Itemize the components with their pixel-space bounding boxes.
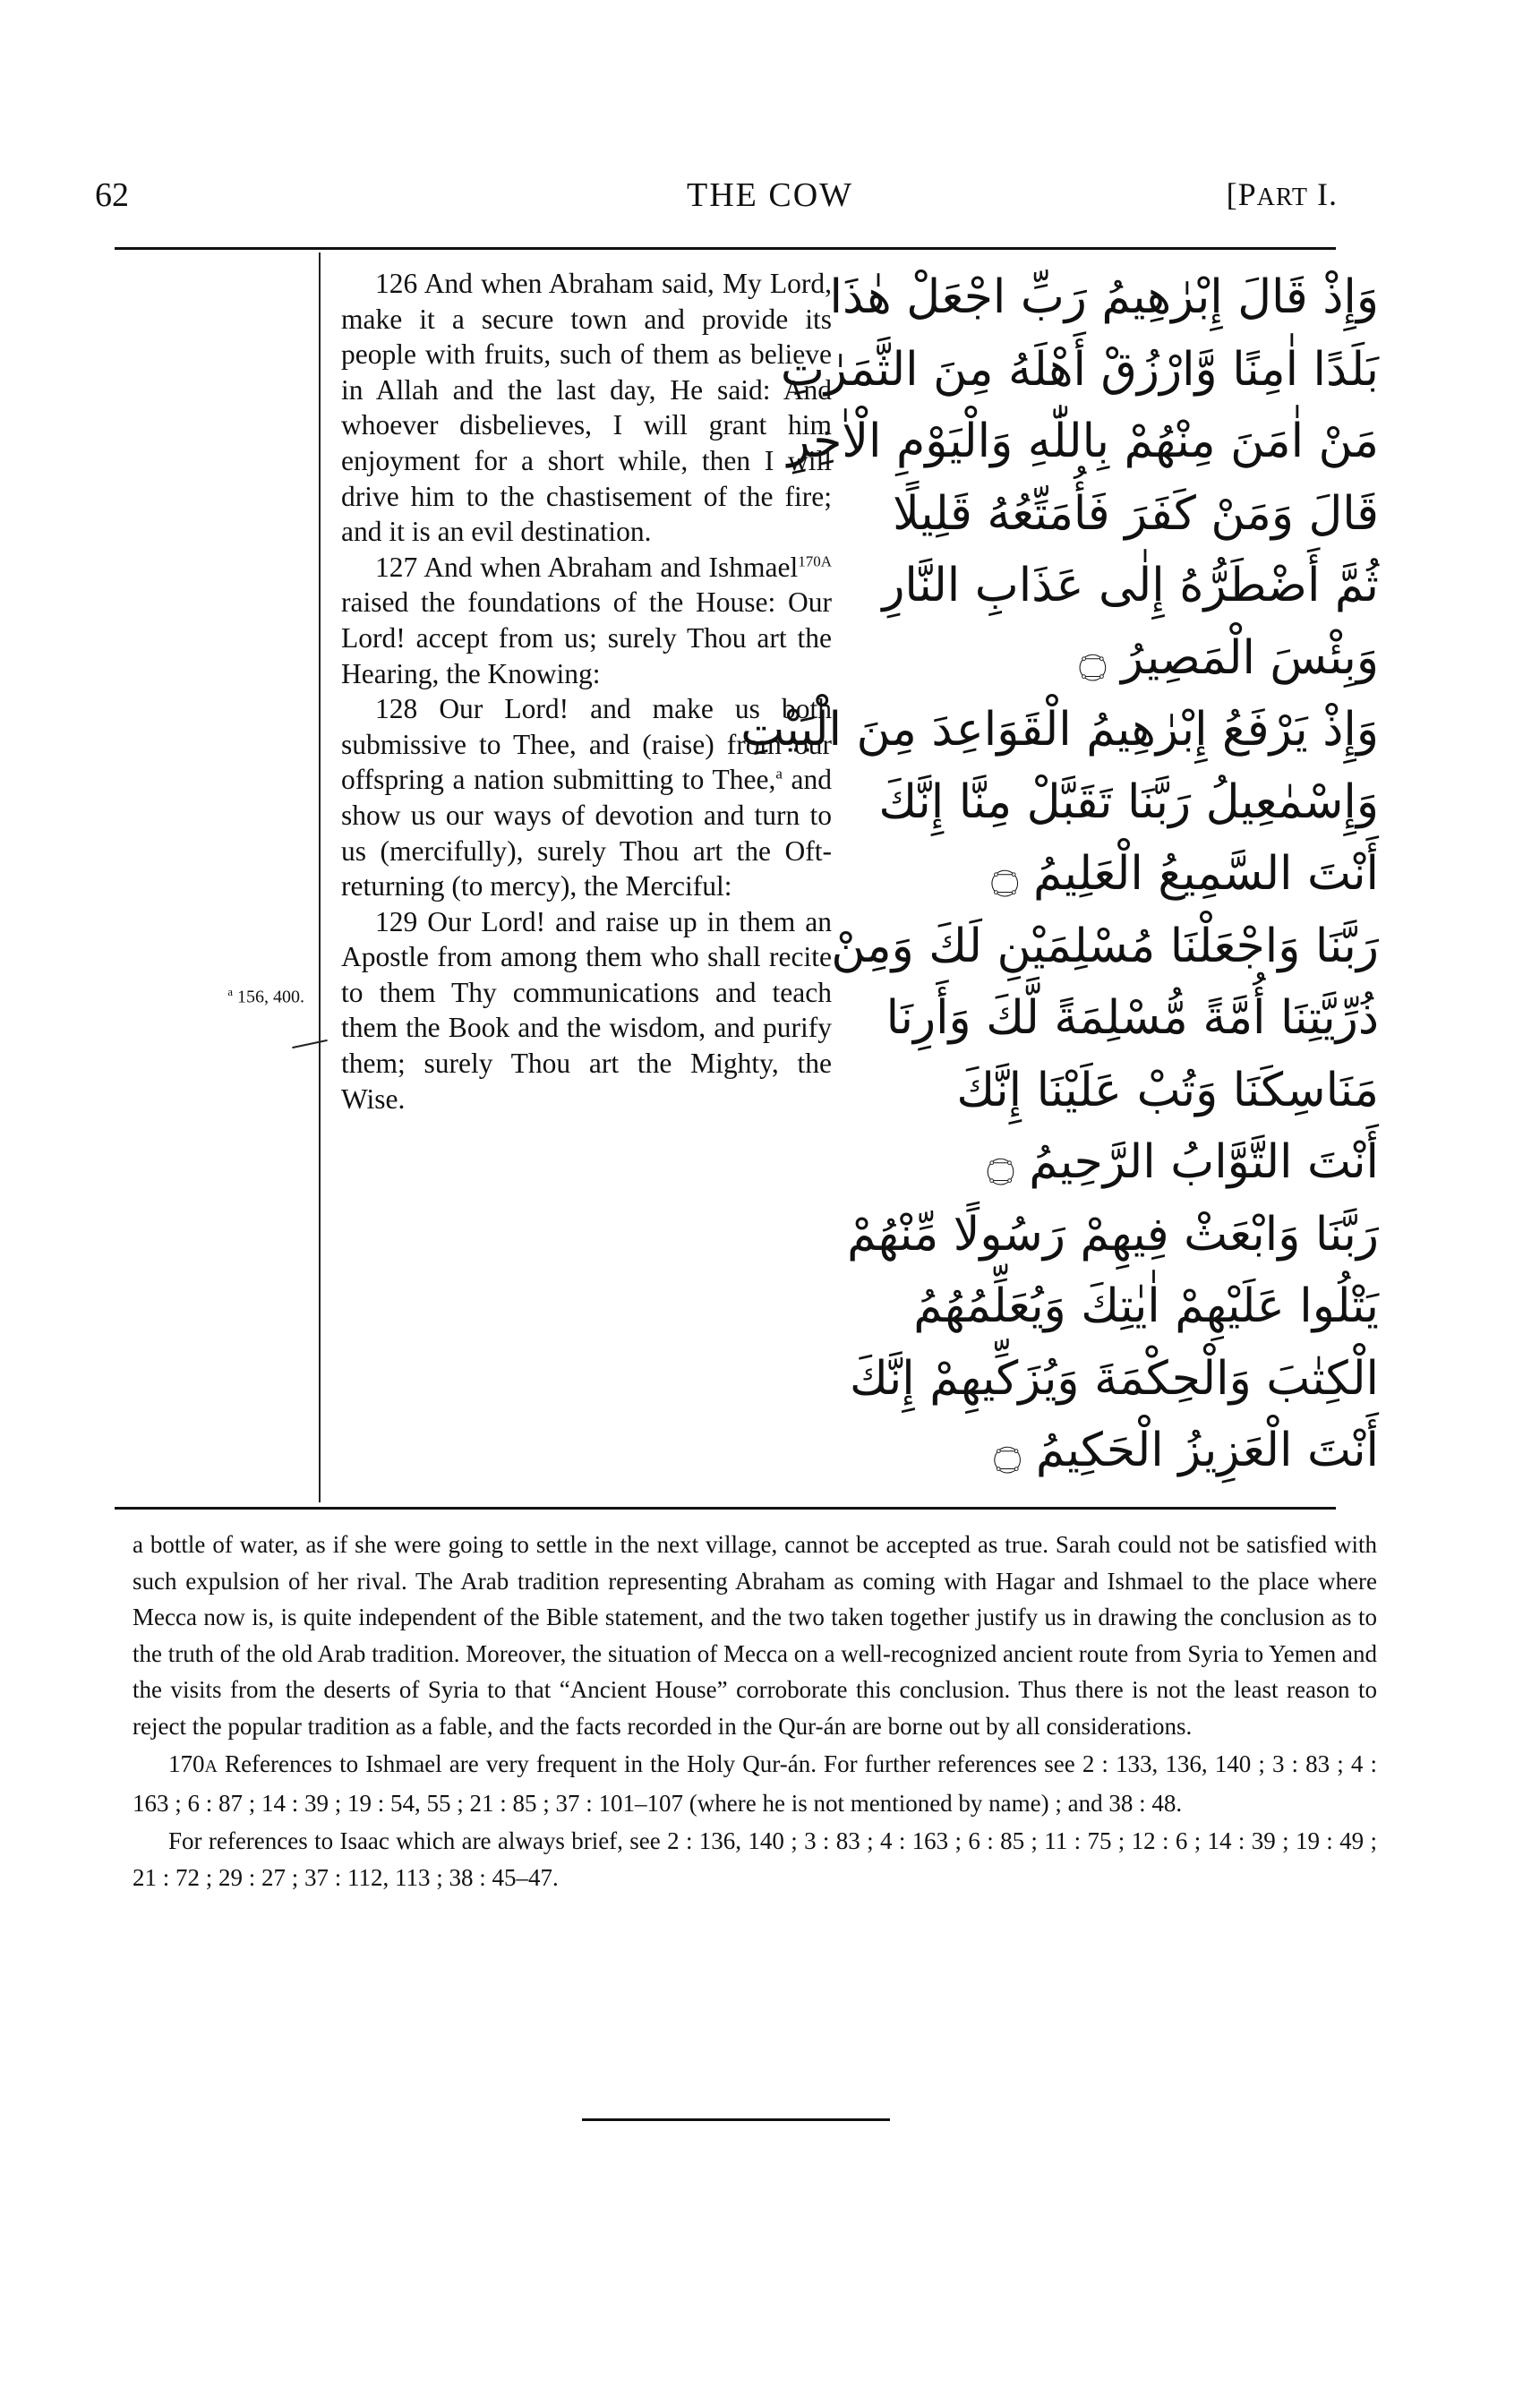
footnote-rule <box>115 1507 1336 1510</box>
arabic-line: أَنْتَ التَّوَّابُ الرَّحِيمُ ۝ <box>987 1135 1379 1189</box>
verse-number: 126 <box>375 268 418 299</box>
arabic-line: وَبِئْسَ الْمَصِيرُ ۝ <box>1079 630 1379 685</box>
margin-note-marker: a <box>227 985 233 998</box>
english-translation <box>341 266 832 1116</box>
arabic-line: وَإِسْمٰعِيلُ رَبَّنَا تَقَبَّلْ مِنَّا إِنَّكَ <box>878 774 1379 829</box>
part-label <box>1227 175 1338 213</box>
arabic-line: وَإِذْ يَرْفَعُ إِبْرٰهِيمُ الْقَوَاعِدَ مِنَ الْبَيْتِ <box>740 703 1379 757</box>
footnotes <box>133 1527 1377 1895</box>
arabic-line: رَبَّنَا وَاجْعَلْنَا مُسْلِمَيْنِ لَكَ وَمِنْ <box>831 919 1379 973</box>
verse-129 <box>341 904 832 1117</box>
verse-text: And when Abraham and Ishmael <box>424 551 799 583</box>
arabic-line: ثُمَّ أَضْطَرُّهُ إِلٰى عَذَابِ النَّارِ <box>882 559 1379 612</box>
verse-text: raised the foundations of the House: Our Lord! accept from us; surely Thou art the Hearing, the Knowing: <box>341 586 832 689</box>
arabic-line: بَلَدًا اٰمِنًا وَّارْزُقْ أَهْلَهُ مِنَ الثَّمَرٰتِ <box>780 342 1379 397</box>
end-rule <box>582 2118 890 2121</box>
arabic-line: أَنْتَ الْعَزِيزُ الْحَكِيمُ ۝ <box>993 1424 1379 1477</box>
arabic-line: رَبَّنَا وَابْعَثْ فِيهِمْ رَسُولًا مِّنْهُمْ <box>847 1207 1379 1262</box>
footnote-170a <box>133 1746 1377 1821</box>
arabic-line: أَنْتَ السَّمِيعُ الْعَلِيمُ ۝ <box>990 847 1379 901</box>
arabic-line: مَنَاسِكَنَا وَتُبْ عَلَيْنَا إِنَّكَ <box>956 1063 1379 1117</box>
verse-126 <box>341 266 832 550</box>
column-divider <box>319 252 321 1502</box>
margin-note-text: 156, 400. <box>237 987 304 1007</box>
footnote-label-letter: A <box>204 1757 218 1776</box>
part-label-suffix: I. <box>1308 176 1338 212</box>
part-label-small: ART <box>1256 184 1308 211</box>
footnote-continuation: a bottle of water, as if she were going to settle in the next village, cannot be accepted as true. Sarah could not be satisfied with such expulsion of her rival. The Arab tradition representing Abraham as coming with Hagar and Ishmael to the place where Mecca now is, is quite independent of the Bible statement, and the two taken together justify us in drawing the conclusion as to the truth of the old Arab tradition. Moreover, the situation of Mecca on a well-recognized ancient route from Syria to Yemen and the visits from the deserts of Syria to that “Ancient House” corroborate this conclusion. Thus there is not the least reason to reject the popular tradition as a fable, and the facts recorded in the Qur-án are borne out by all considerations. <box>133 1531 1377 1740</box>
arabic-line: الْكِتٰبَ وَالْحِكْمَةَ وَيُزَكِّيهِمْ إِنَّكَ <box>849 1351 1379 1406</box>
verse-number: 127 <box>375 551 418 583</box>
arabic-line: مَنْ اٰمَنَ مِنْهُمْ بِاللّٰهِ وَالْيَوْمِ الْاٰخِرِ <box>787 415 1379 468</box>
marginal-ref-a[interactable]: a <box>775 765 783 783</box>
part-label-prefix: [P <box>1226 176 1257 212</box>
arabic-line: ذُرِّيَّتِنَا أُمَّةً مُّسْلِمَةً لَّكَ وَأَرِنَا <box>886 991 1379 1045</box>
verse-text: and show us our ways of devotion and turn to us (mercifully), surely Thou art the Oft-returning (to mercy), the Merciful: <box>341 764 833 903</box>
footnote-ref-170a[interactable]: 170A <box>798 552 833 570</box>
footnote-isaac-refs: For references to Isaac which are always brief, see 2 : 136, 140 ; 3 : 83 ; 4 : 163 ; 6 : 85 ; 11 : 75 ; 12 : 6 ; 14 : 39 ; 19 : 49 ; 21 : 72 ; 29 : 27 ; 37 : 112, 113 ; 38 : 45–47. <box>133 1827 1377 1891</box>
footnote-label-num: 170 <box>168 1750 205 1777</box>
verse-number: 129 <box>375 905 418 937</box>
margin-mark <box>292 1039 328 1048</box>
running-title: THE COW <box>686 176 854 214</box>
verse-text: And when Abraham said, My Lord, make it a secure town and provide its people with fruits, such of them as believe in Allah and the last day, He said: And whoever disbelieves, I will grant him enjoyment for a short while, then I will drive him to the chastisement of the fire; and it is an evil destination. <box>341 268 832 548</box>
margin-note <box>134 985 304 1008</box>
verse-number: 128 <box>375 693 418 725</box>
page-number: 62 <box>95 176 129 214</box>
verse-text: Our Lord! and raise up in them an Apostle from among them who shall recite to them Thy communications and teach them the Book and the wisdom, and purify them; surely Thou art the Mighty, the Wise. <box>341 905 832 1115</box>
verse-text: Our Lord! and make us both submissive to Thee, and (raise) from our offspring a nation submitting to Thee, <box>341 693 833 796</box>
arabic-line: وَإِذْ قَالَ إِبْرٰهِيمُ رَبِّ اجْعَلْ هٰذَا <box>829 270 1379 324</box>
header-rule <box>115 247 1336 250</box>
arabic-line: قَالَ وَمَنْ كَفَرَ فَأُمَتِّعُهُ قَلِيلًا <box>893 486 1379 541</box>
verse-127 <box>341 550 832 691</box>
footnote-text: References to Ishmael are very frequent in the Holy Qur-án. For further references see 2 : 133, 136, 140 ; 3 : 83 ; 4 : 163 ; 6 : 87 ; 14 : 39 ; 19 : 54, 55 ; 21 : 85 ; 37 : 101–107 (where he is not mentioned by name) ; and 38 : 48. <box>133 1750 1377 1817</box>
arabic-line: يَتْلُوا عَلَيْهِمْ اٰيٰتِكَ وَيُعَلِّمُهُمُ <box>913 1279 1379 1333</box>
